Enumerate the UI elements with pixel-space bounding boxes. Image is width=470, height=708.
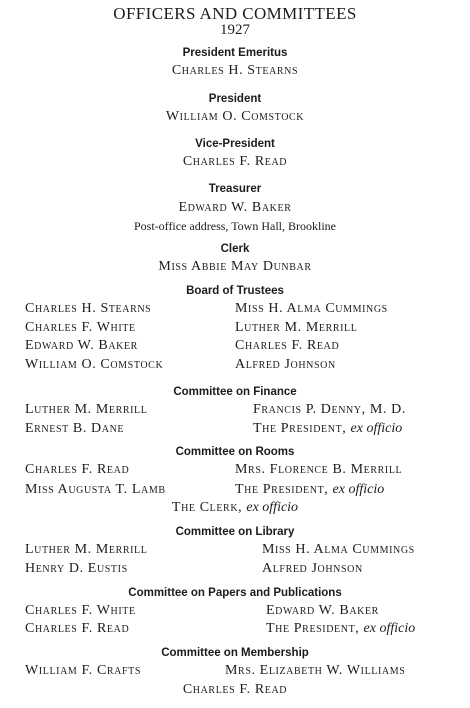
finance-member (253, 422, 402, 436)
trustee-name: Miss H. Alma Cummings (235, 301, 388, 316)
trustee-name: Charles F. White (25, 320, 136, 335)
name-president-emeritus: Charles H. Stearns (171, 63, 299, 78)
papers-member (266, 622, 415, 636)
treasurer-address: Post-office address, Town Hall, Brookline (133, 219, 337, 233)
rooms-member: Charles F. Read (25, 462, 130, 477)
membership-member: Charles F. Read (182, 682, 288, 697)
name-clerk: Miss Abbie May Dunbar (158, 259, 312, 274)
heading-president-emeritus: President Emeritus (182, 47, 288, 59)
ex-officio-note: ex officio (246, 500, 299, 515)
papers-member: Edward W. Baker (266, 603, 379, 618)
name-vice-president: Charles F. Read (182, 154, 288, 169)
membership-member: William F. Crafts (25, 663, 142, 678)
heading-membership: Committee on Membership (161, 647, 309, 659)
finance-member: Ernest B. Dane (25, 421, 125, 436)
papers-member-name: The President, (266, 621, 360, 636)
finance-member-name: The President, (253, 421, 347, 436)
heading-rooms: Committee on Rooms (175, 446, 295, 458)
rooms-member-name: The Clerk, (171, 500, 243, 515)
trustee-name: Edward W. Baker (25, 338, 138, 353)
heading-president: President (208, 93, 262, 105)
library-member: Luther M. Merrill (25, 542, 148, 557)
name-treasurer: Edward W. Baker (178, 200, 292, 215)
heading-vice-president: Vice-President (195, 138, 275, 150)
ex-officio-note: ex officio (363, 621, 416, 636)
heading-finance: Committee on Finance (173, 386, 297, 398)
papers-member: Charles F. Read (25, 621, 130, 636)
trustee-name: Charles F. Read (235, 338, 340, 353)
rooms-member: Miss Augusta T. Lamb (25, 482, 166, 497)
heading-papers: Committee on Papers and Publications (128, 587, 342, 599)
rooms-member-name: The President, (235, 482, 329, 497)
ex-officio-note: ex officio (332, 482, 385, 497)
library-member: Miss H. Alma Cummings (262, 542, 415, 557)
heading-trustees: Board of Trustees (186, 285, 284, 297)
heading-treasurer: Treasurer (208, 183, 262, 195)
library-member: Alfred Johnson (262, 561, 363, 576)
trustee-name: Charles H. Stearns (25, 301, 152, 316)
rooms-member (235, 483, 384, 497)
membership-member: Mrs. Elizabeth W. Williams (225, 663, 406, 678)
trustee-name: William O. Comstock (25, 357, 164, 372)
page-year: 1927 (220, 22, 250, 38)
heading-library: Committee on Library (175, 526, 295, 538)
rooms-member: Mrs. Florence B. Merrill (235, 462, 403, 477)
trustee-name: Alfred Johnson (235, 357, 336, 372)
trustee-name: Luther M. Merrill (235, 320, 358, 335)
page-title: OFFICERS AND COMMITTEES (113, 4, 357, 23)
heading-clerk: Clerk (220, 243, 250, 255)
library-member: Henry D. Eustis (25, 561, 128, 576)
papers-member: Charles F. White (25, 603, 136, 618)
ex-officio-note: ex officio (350, 421, 403, 436)
rooms-member (0, 501, 470, 515)
finance-member: Luther M. Merrill (25, 402, 148, 417)
name-president: William O. Comstock (165, 109, 305, 124)
finance-member: Francis P. Denny, M. D. (253, 402, 406, 417)
